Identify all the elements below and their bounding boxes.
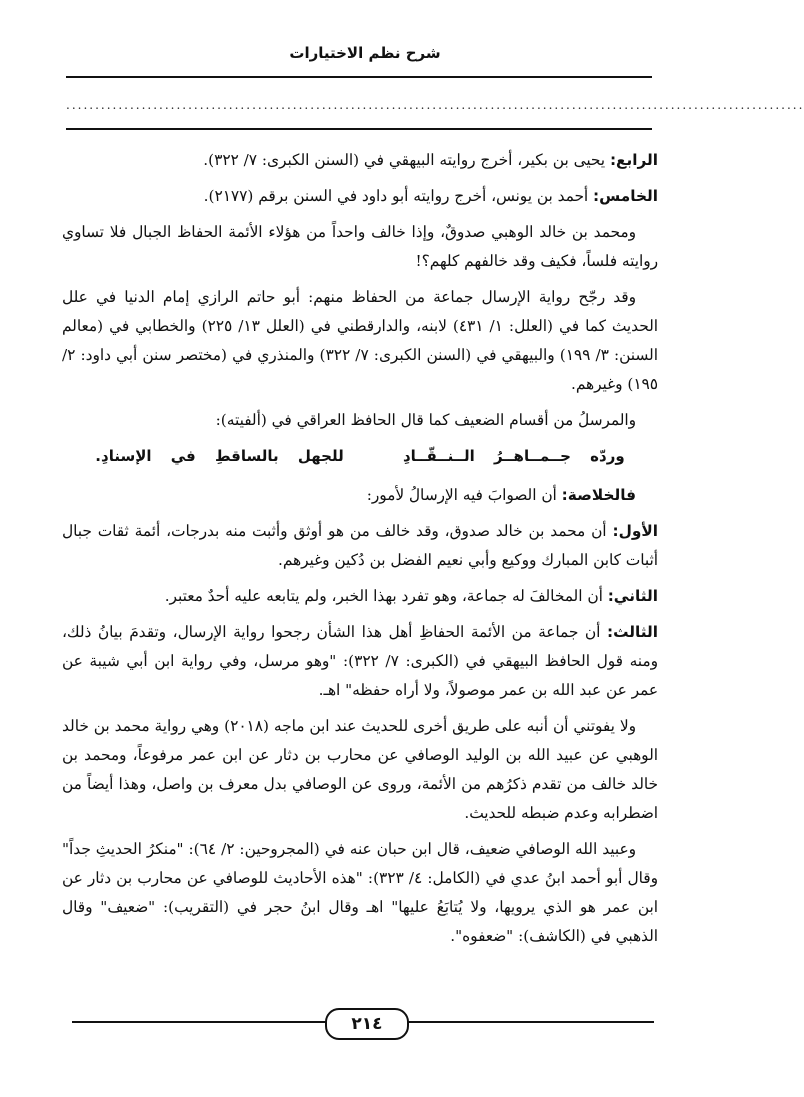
paragraph-label: فالخلاصة: — [561, 486, 636, 504]
verse-hemistich: للجهل بالساقطِ في الإسنادِ. — [95, 447, 344, 465]
paragraph-second: الثاني: أن المخالفَ له جماعة، وهو تفرد بهذا الخبر، ولم يتابعه عليه أحدٌ معتبر. — [164, 587, 658, 605]
paragraph: ولا يفوتني أن أنبه على طريق أخرى للحديث عند ابن ماجه (٢٠١٨) وهي رواية محمد بن خالد الوهبي عن عبيد الله بن الوليد الوصافي عن محارب بن دثار عن ابن عمر مرفوعاً، ومحمد بن خالد خالف من تقدم ذكرُهم من الأئمة، وروى عن الوصافي بدل معرف بن واصل، وهذا أيضاً من اضطرابه وعدم ضبطه للحديث. — [62, 717, 658, 822]
paragraph-label: الثاني: — [607, 587, 658, 605]
separator-rule — [66, 128, 652, 130]
page-number: ٢١٤ — [325, 1008, 409, 1040]
header-rule — [66, 76, 652, 78]
paragraph-label: الثالث: — [606, 623, 658, 641]
verse-hemistich: وردّه جــمــاهــرُ الــنــقّــادِ — [402, 447, 625, 465]
paragraph-conclusion: فالخلاصة: أن الصوابَ فيه الإرسالُ لأمور: — [366, 486, 636, 504]
paragraph-fifth: الخامس: أحمد بن يونس، أخرج روايته أبو داود في السنن برقم (٢١٧٧). — [203, 187, 658, 205]
paragraph-label: الخامس: — [593, 187, 658, 205]
running-header: شرح نظم الاختيارات — [289, 44, 441, 62]
poetry-verse — [62, 442, 658, 471]
paragraph-third: الثالث: أن جماعة من الأئمة الحفاظِ أهل هذا الشأن رجحوا رواية الإرسال، وتقدمَ بيانُ ذلك، ومنه قول الحافظ البيهقي في (الكبرى: ٧/ ٣٢٢): "وهو مرسل، وفي رواية ابن أبي شيبة عن عمر عن عبد الله بن عمر موصولاً، ولا أراه حفظه" اهـ. — [62, 623, 658, 699]
paragraph-first: الأول: أن محمد بن خالد صدوق، وقد خالف من هو أوثق وأثبت منه بدرجات، أئمة ثقات جبال أثبات كابن المبارك ووكيع وأبي نعيم الفضل بن دُكين وغيرهم. — [62, 522, 658, 569]
body-text — [62, 146, 658, 958]
paragraph-label: الرابع: — [609, 151, 658, 169]
paragraph: والمرسلُ من أقسام الضعيف كما قال الحافظ العراقي في (ألفيته): — [215, 411, 636, 429]
paragraph: وقد رجّح رواية الإرسال جماعة من الحفاظ منهم: أبو حاتم الرازي إمام الدنيا في علل الحديث كما في (العلل: ١/ ٤٣١) لابنه، والدارقطني في (العلل ١٣/ ٢٢٥) والخطابي في (معالم السنن: ٣/ ١٩٩) والبيهقي في (السنن الكبرى: ٧/ ٣٢٢) والمنذري في (مختصر سنن أبي داود: ٢/ ١٩٥) وغيرهم. — [62, 288, 658, 393]
paragraph: وعبيد الله الوصافي ضعيف، قال ابن حبان عنه في (المجروحين: ٢/ ٦٤): "منكرُ الحديثِ جداً" وقال أبو أحمد ابنُ عدي في (الكامل: ٤/ ٣٢٣): "هذه الأحاديث للوصافي عن محارب بن دثار عن ابن عمر هو الذي يرويها، ولا يُتابَعُ عليها" اهـ وقال ابنُ حجر في (التقريب): "ضعيف" وقال الذهبي في (الكاشف): "ضعفوه". — [62, 840, 658, 945]
paragraph: ومحمد بن خالد الوهبي صدوقٌ، وإذا خالف واحداً من هؤلاء الأئمة الحفاظ الجبال فلا تساوي روايته فلساً، فكيف وقد خالفهم كلهم؟! — [62, 223, 658, 270]
paragraph-fourth: الرابع: يحيى بن بكير، أخرج روايته البيهقي في (السنن الكبرى: ٧/ ٣٢٢). — [203, 151, 658, 169]
dotted-separator: ............................................................................................................................... — [66, 98, 804, 112]
paragraph-label: الأول: — [612, 522, 658, 540]
